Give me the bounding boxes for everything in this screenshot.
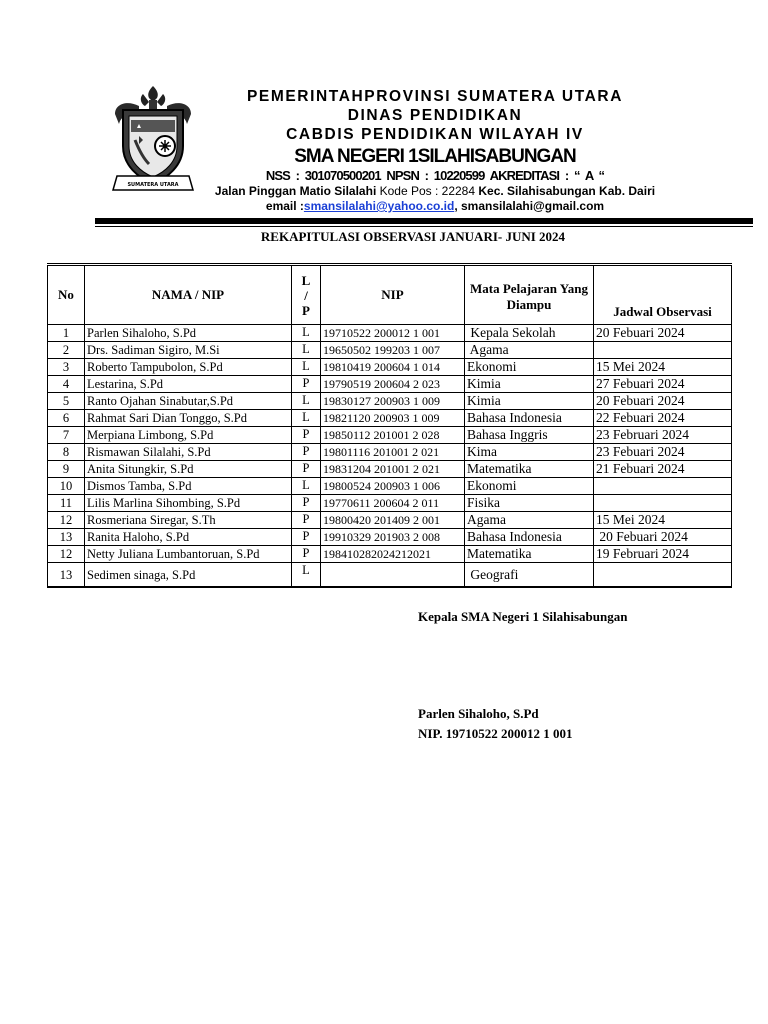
cell-jadwal	[594, 495, 732, 512]
cell-nama: Netty Juliana Lumbantoruan, S.Pd	[85, 546, 292, 563]
cell-lp: P	[292, 495, 321, 512]
signature-position: Kepala SMA Negeri 1 Silahisabungan	[418, 609, 628, 624]
cell-jadwal	[594, 563, 732, 588]
cell-jadwal: 22 Febuari 2024	[594, 410, 732, 427]
cell-nip: 19800524 200903 1 006	[321, 478, 465, 495]
column-header-lp-text: L / P	[301, 272, 311, 318]
column-header-no: No	[48, 265, 85, 325]
cell-no: 4	[48, 376, 85, 393]
cell-no: 7	[48, 427, 85, 444]
cell-nip: 19830127 200903 1 009	[321, 393, 465, 410]
cell-lp: P	[292, 444, 321, 461]
cell-nama: Ranita Haloho, S.Pd	[85, 529, 292, 546]
cell-no: 6	[48, 410, 85, 427]
cell-lp: P	[292, 512, 321, 529]
cell-nama: Anita Situngkir, S.Pd	[85, 461, 292, 478]
cell-jadwal: 15 Mei 2024	[594, 359, 732, 376]
cell-no: 8	[48, 444, 85, 461]
cell-jadwal	[594, 478, 732, 495]
cell-nip: 19800420 201409 2 001	[321, 512, 465, 529]
cell-no: 1	[48, 325, 85, 342]
table-row	[48, 444, 732, 461]
cell-jadwal: 19 Februari 2024	[594, 546, 732, 563]
table-row	[48, 393, 732, 410]
cell-nip: 198410282024212021	[321, 546, 465, 563]
cell-lp: L	[292, 359, 321, 376]
cell-lp: L	[292, 478, 321, 495]
cell-nama: Lilis Marlina Sihombing, S.Pd	[85, 495, 292, 512]
table-row	[48, 478, 732, 495]
table-row	[48, 359, 732, 376]
cell-mapel: Bahasa Indonesia	[465, 529, 594, 546]
cell-mapel: Fisika	[465, 495, 594, 512]
cell-lp: P	[292, 427, 321, 444]
cell-no: 3	[48, 359, 85, 376]
cell-jadwal: 20 Febuari 2024	[594, 529, 732, 546]
document-title: REKAPITULASI OBSERVASI JANUARI- JUNI 2024	[260, 229, 566, 244]
table-row	[48, 495, 732, 512]
cell-jadwal: 15 Mei 2024	[594, 512, 732, 529]
cell-jadwal: 27 Febuari 2024	[594, 376, 732, 393]
cell-nip: 19770611 200604 2 011	[321, 495, 465, 512]
cell-no: 9	[48, 461, 85, 478]
header-email	[180, 199, 690, 213]
cell-nama: Dismos Tamba, S.Pd	[85, 478, 292, 495]
cell-mapel: Kepala Sekolah	[465, 325, 594, 342]
cell-nip: 19850112 201001 2 028	[321, 427, 465, 444]
cell-mapel: Kima	[465, 444, 594, 461]
column-header-lp	[292, 265, 321, 325]
cell-mapel: Matematika	[465, 546, 594, 563]
cell-nip: 19831204 201001 2 021	[321, 461, 465, 478]
header-divider-thick	[95, 218, 753, 224]
table-row	[48, 563, 732, 588]
cell-nama: Sedimen sinaga, S.Pd	[85, 563, 292, 588]
cell-mapel: Agama	[465, 342, 594, 359]
cell-no: 13	[48, 529, 85, 546]
header-address	[180, 184, 690, 198]
cell-lp: L	[292, 563, 321, 588]
cell-no: 5	[48, 393, 85, 410]
table-row	[48, 342, 732, 359]
header-school-name: SMA NEGERI 1SILAHISABUNGAN	[294, 146, 576, 167]
cell-no: 12	[48, 512, 85, 529]
table-row	[48, 410, 732, 427]
cell-lp: L	[292, 342, 321, 359]
email-label: email :	[265, 199, 304, 213]
cell-nama: Drs. Sadiman Sigiro, M.Si	[85, 342, 292, 359]
cell-jadwal: 20 Febuari 2024	[594, 393, 732, 410]
column-header-jadwal: Jadwal Observasi	[594, 265, 732, 325]
cell-mapel: Agama	[465, 512, 594, 529]
cell-mapel: Ekonomi	[465, 359, 594, 376]
cell-nip: 19910329 201903 2 008	[321, 529, 465, 546]
cell-no: 2	[48, 342, 85, 359]
cell-nip	[321, 563, 465, 588]
cell-nip: 19710522 200012 1 001	[321, 325, 465, 342]
cell-nama: Rosmeriana Siregar, S.Th	[85, 512, 292, 529]
cell-mapel: Geografi	[465, 563, 594, 588]
cell-nip: 19821120 200903 1 009	[321, 410, 465, 427]
column-header-mapel-text: Mata Pelajaran Yang Diampu	[470, 281, 588, 312]
table-row	[48, 546, 732, 563]
cell-lp: L	[292, 393, 321, 410]
cell-mapel: Bahasa Inggris	[465, 427, 594, 444]
cell-nama: Rismawan Silalahi, S.Pd	[85, 444, 292, 461]
address-region: Kec. Silahisabungan Kab. Dairi	[478, 184, 656, 198]
signature-nip: NIP. 19710522 200012 1 001	[418, 726, 573, 741]
cell-no: 10	[48, 478, 85, 495]
cell-nip: 19790519 200604 2 023	[321, 376, 465, 393]
cell-mapel: Ekonomi	[465, 478, 594, 495]
cell-mapel: Bahasa Indonesia	[465, 410, 594, 427]
email-other: , smansilalahi@gmail.com	[454, 199, 605, 213]
table-row	[48, 325, 732, 342]
cell-no: 13	[48, 563, 85, 588]
column-header-nip: NIP	[321, 265, 465, 325]
address-street: Jalan Pinggan Matio Silalahi	[214, 184, 377, 198]
cell-no: 11	[48, 495, 85, 512]
cell-nip: 19810419 200604 1 014	[321, 359, 465, 376]
cell-lp: L	[292, 325, 321, 342]
address-postcode: Kode Pos : 22284	[376, 184, 479, 198]
cell-nama: Parlen Sihaloho, S.Pd	[85, 325, 292, 342]
cell-nama: Merpiana Limbong, S.Pd	[85, 427, 292, 444]
table-row	[48, 512, 732, 529]
cell-jadwal	[594, 342, 732, 359]
cell-jadwal: 23 Februari 2024	[594, 427, 732, 444]
email-link[interactable]: smansilalahi@yahoo.co.id	[303, 199, 455, 213]
table-row	[48, 427, 732, 444]
cell-lp: P	[292, 376, 321, 393]
cell-jadwal: 20 Febuari 2024	[594, 325, 732, 342]
cell-jadwal: 21 Febuari 2024	[594, 461, 732, 478]
cell-nama: Roberto Tampubolon, S.Pd	[85, 359, 292, 376]
cell-lp: P	[292, 546, 321, 563]
cell-nip: 19650502 199203 1 007	[321, 342, 465, 359]
header-government: PEMERINTAHPROVINSI SUMATERA UTARA	[246, 88, 623, 105]
cell-mapel: Kimia	[465, 376, 594, 393]
signature-name: Parlen Sihaloho, S.Pd	[418, 706, 539, 721]
table-row	[48, 376, 732, 393]
table-row	[48, 461, 732, 478]
cell-nip: 19801116 201001 2 021	[321, 444, 465, 461]
cell-mapel: Kimia	[465, 393, 594, 410]
header-branch: CABDIS PENDIDIKAN WILAYAH IV	[286, 126, 584, 143]
table-header-row	[48, 265, 732, 325]
cell-nama: Rahmat Sari Dian Tonggo, S.Pd	[85, 410, 292, 427]
cell-lp: P	[292, 529, 321, 546]
cell-no: 12	[48, 546, 85, 563]
emblem-ribbon-text: SUMATERA UTARA	[127, 182, 179, 188]
cell-lp: P	[292, 461, 321, 478]
header-department: DINAS PENDIDIKAN	[347, 107, 523, 124]
cell-lp: L	[292, 410, 321, 427]
cell-nama: Ranto Ojahan Sinabutar,S.Pd	[85, 393, 292, 410]
column-header-mapel	[465, 265, 594, 325]
header-identifiers: NSS : 301070500201 NPSN : 10220599 AKREDITASI : “ A “	[265, 168, 605, 183]
column-header-nama: NAMA / NIP	[85, 265, 292, 325]
header-divider-thin	[95, 226, 753, 227]
observation-table	[47, 263, 732, 588]
table-row	[48, 529, 732, 546]
cell-mapel: Matematika	[465, 461, 594, 478]
cell-jadwal: 23 Febuari 2024	[594, 444, 732, 461]
cell-nama: Lestarina, S.Pd	[85, 376, 292, 393]
